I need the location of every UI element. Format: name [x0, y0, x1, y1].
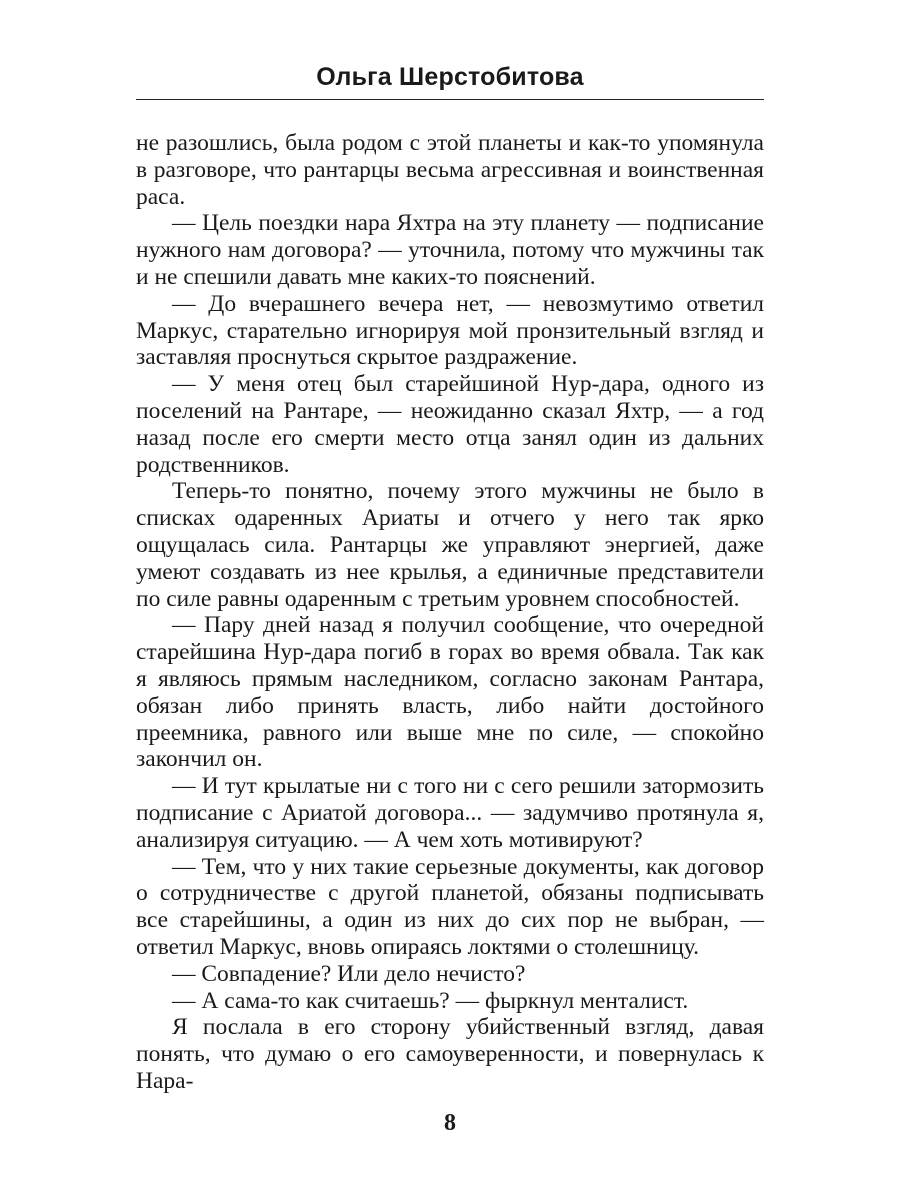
paragraph-10: — А сама-то как считаешь? — фыркнул менталист. [172, 987, 689, 1014]
page-body-text [136, 130, 764, 1095]
paragraph-1: не разошлись, была родом с этой планеты и как-то упомянула в разговоре, что рантарцы весьма агрессивная и воинственная раса. [136, 130, 764, 210]
page-number: 8 [444, 1110, 456, 1136]
paragraph-8: — Тем, что у них такие серьезные документы, как договор о сотрудничестве с другой планетой, обязаны подписывать все старейшины, а один из них до сих пор не выбран, — ответил Маркус, вновь опираясь локтями о столешницу. [136, 853, 764, 960]
running-head-author: Ольга Шерстобитова [316, 63, 584, 91]
paragraph-2: — Цель поездки нара Яхтра на эту планету — подписание нужного нам договора? — уточнила, потому что мужчины так и не спешили давать мне каких-то пояснений. [136, 210, 764, 290]
paragraph-7: — И тут крылатые ни с того ни с сего решили затормозить подписание с Ариатой договора... — задумчиво протянула я, анализируя ситуацию. — А чем хоть мотивируют? [136, 773, 764, 853]
paragraph-6: — Пару дней назад я получил сообщение, что очередной старейшина Нур-дара погиб в горах во время обвала. Так как я являюсь прямым наследником, согласно законам Рантара, обязан либо принять власть, либо найти достойного преемника, равного или выше мне по силе, — спокойно закончил он. [136, 612, 764, 773]
paragraph-9: — Совпадение? Или дело нечисто? [172, 960, 526, 987]
paragraph-5: Теперь-то понятно, почему этого мужчины не было в списках одаренных Ариаты и отчего у него так ярко ощущалась сила. Рантарцы же управляют энергией, даже умеют создавать из нее крылья, а единичные представители по силе равны одаренным с третьим уровнем способностей. [136, 478, 764, 612]
paragraph-3: — До вчерашнего вечера нет, — невозмутимо ответил Маркус, старательно игнорируя мой пронзительный взгляд и заставляя проснуться скрытое раздражение. [136, 290, 764, 371]
paragraph-4: — У меня отец был старейшиной Нур-дара, одного из поселений на Рантаре, — неожиданно сказал Яхтр, — а год назад после его смерти место отца занял один из дальних родственников. [136, 371, 764, 478]
paragraph-11: Я послала в его сторону убийственный взгляд, давая понять, что думаю о его самоуверенности, и повернулась к Нара- [136, 1014, 764, 1094]
header-divider [136, 99, 764, 100]
